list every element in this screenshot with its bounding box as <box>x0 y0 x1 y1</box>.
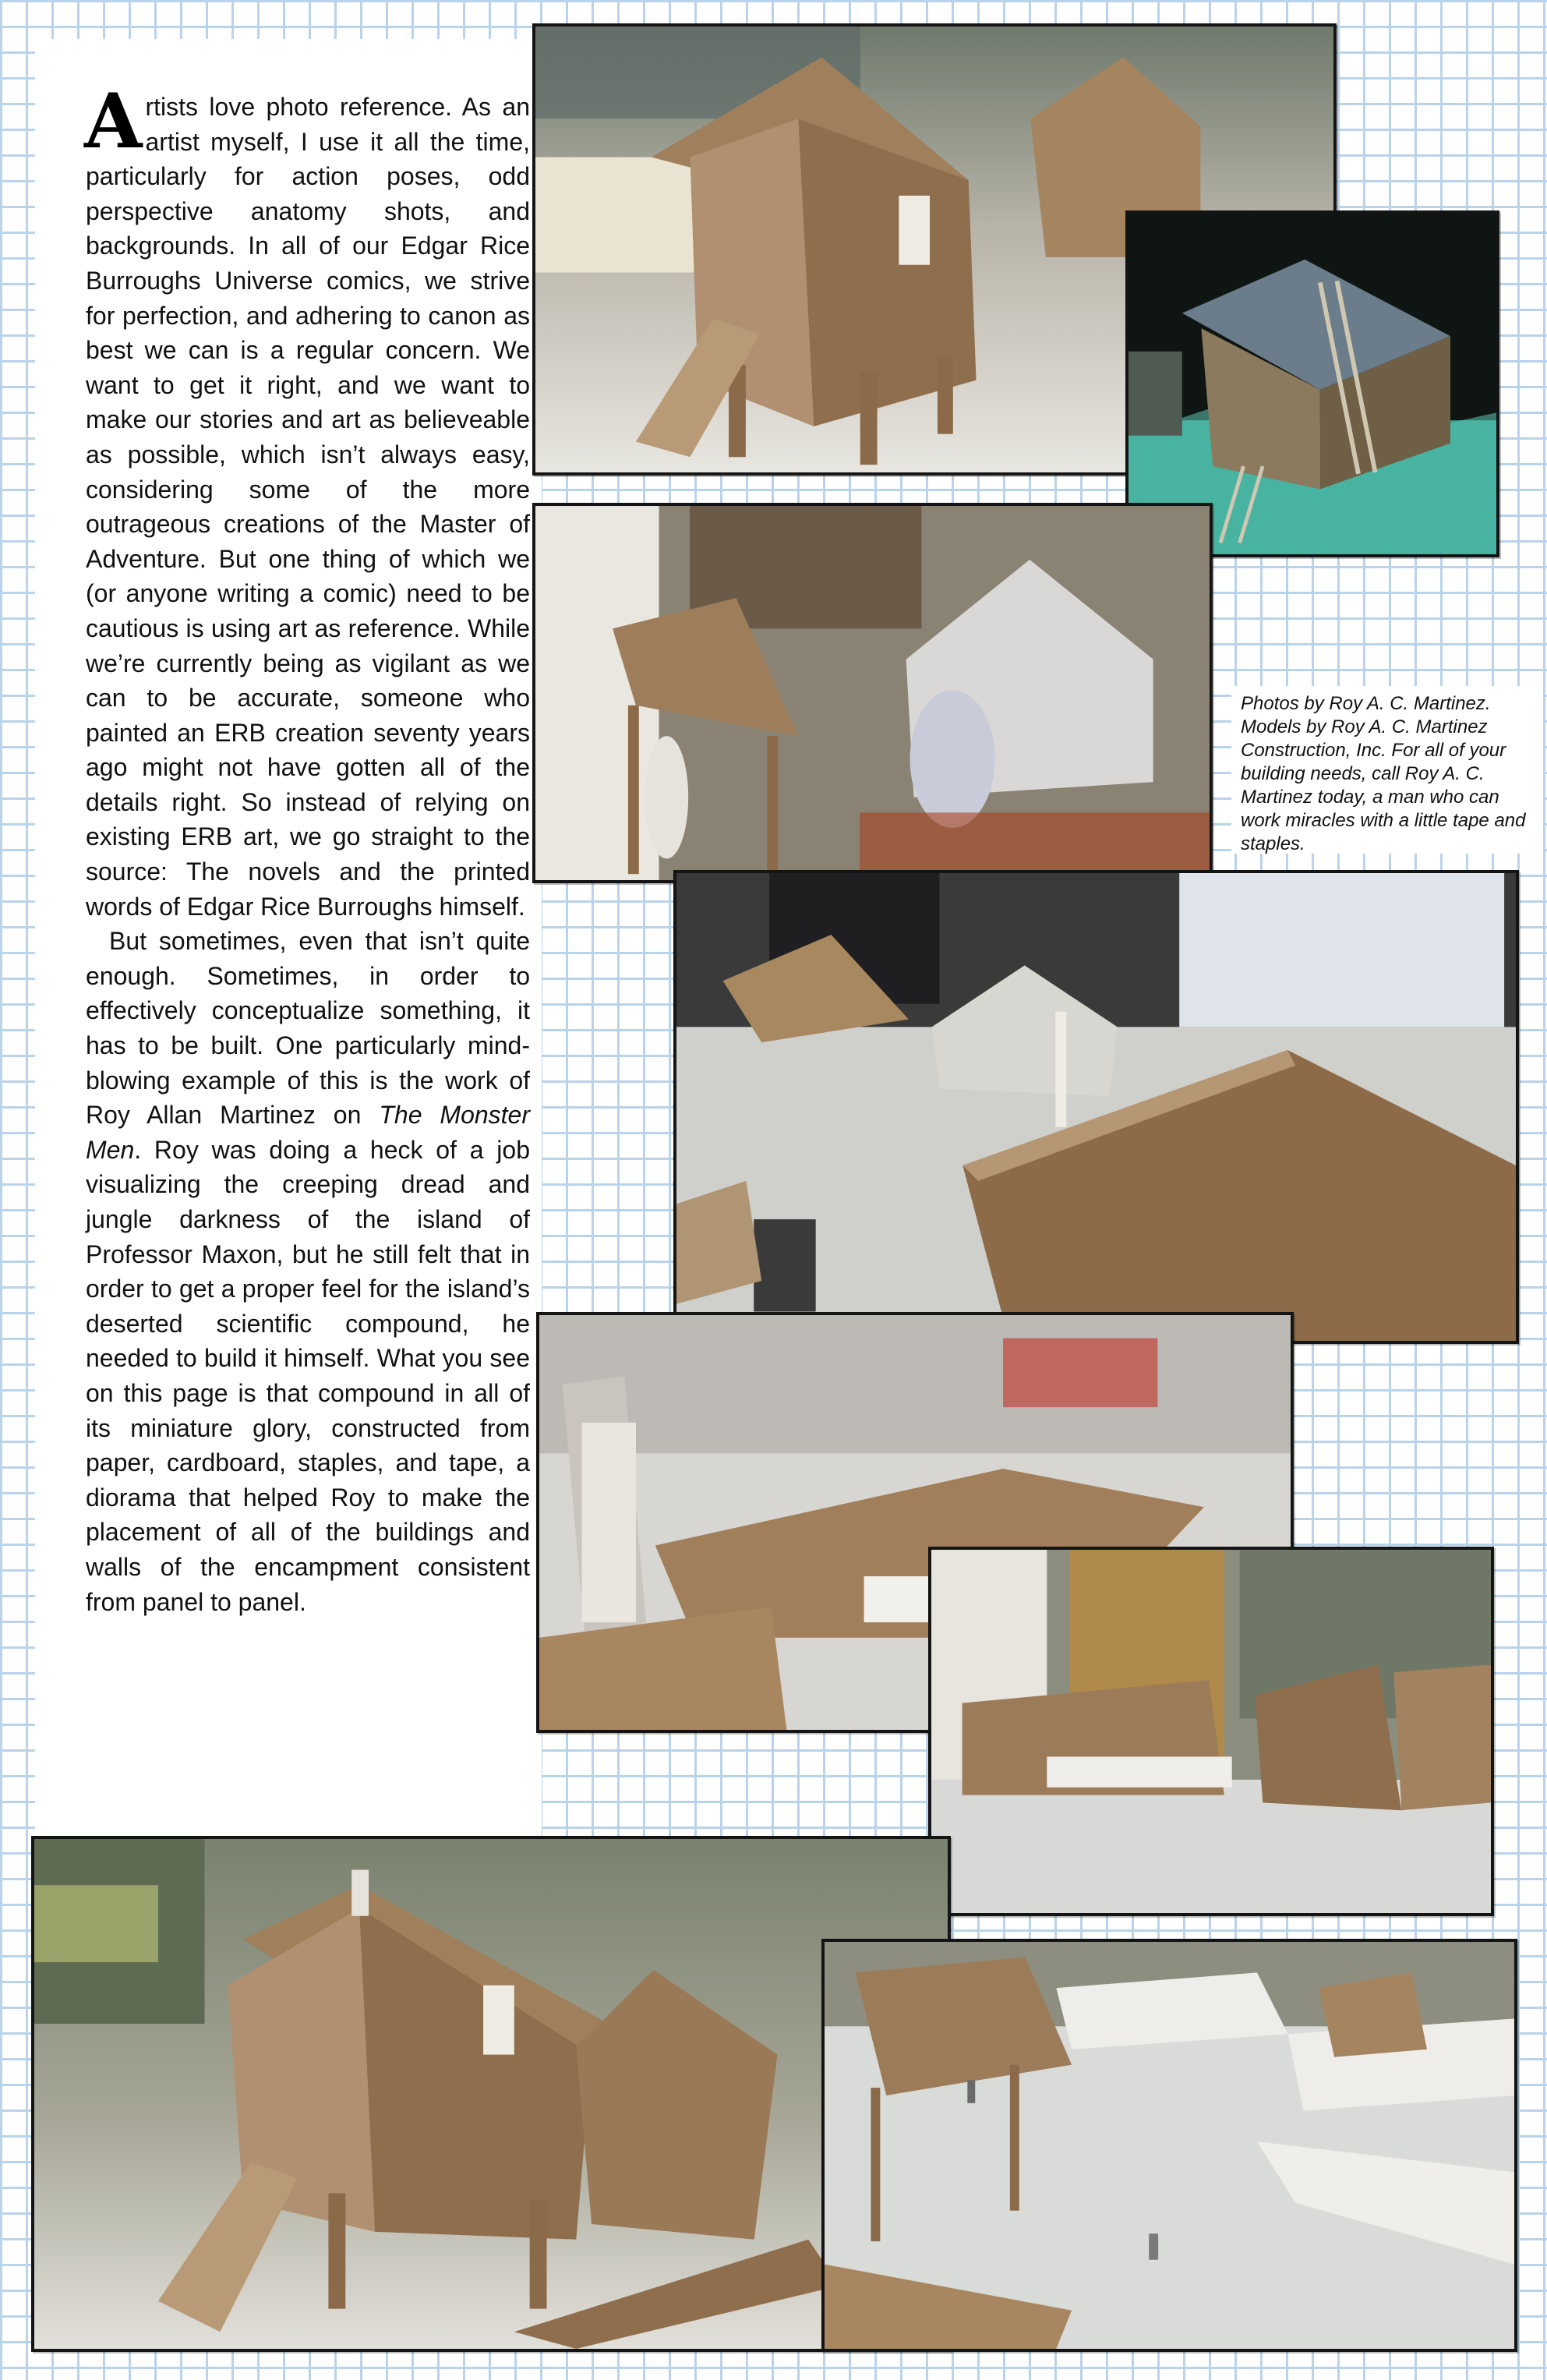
photo-floor-level-view <box>928 1547 1494 1916</box>
drop-cap: A <box>84 77 143 165</box>
article-paragraph-2 <box>86 924 530 1619</box>
paragraph-1-text: rtists love photo reference. As an artist myself, I use it all the time, particularly for action poses, odd perspective anatomy shots, and backgrounds. In all of our Edgar Rice Burroughs Universe comics, we strive for perfection, and adhering to canon as best we can is a regular concern. We want to get it right, and we want to make our stories and art as believeable as possible, which isn’t always easy, considering some of the more outrageous creations of the Master of Adventure. But one thing of which we (or anyone writing a comic) need to be cautious is using art as reference. While we’re currently being as vigilant as we can to be accurate, someone who painted an ERB creation seventy years ago might not have gotten all of the details right. So instead of relying on existing ERB art, we go straight to the source: The novels and the printed words of Edgar Rice Burroughs himself. <box>86 93 530 921</box>
photo-cardboard-hut-2 <box>31 1836 951 2352</box>
photo-compound-overview <box>821 1939 1517 2352</box>
paragraph-2-text-a: But sometimes, even that isn’t quite enough. Sometimes, in order to effectively conceptualize something, it has to be built. One particularly mind-blowing example of this is the work of Roy Allan Martinez on <box>86 927 530 1130</box>
paragraph-2-text-b: . Roy was doing a heck of a job visualizing the creeping dread and jungle darkness of the island of Professor Maxon, but he still felt that in order to get a proper feel for the island’s deserted scientific compound, he needed to build it himself. What you see on this page is that compound in all of its miniature glory, constructed from paper, cardboard, staples, and tape, a diorama that helped Roy to make the placement of all of the buildings and walls of the encampment consistent from panel to panel. <box>86 1135 530 1616</box>
article-body <box>84 77 531 1619</box>
photo-rooftop-view <box>673 870 1519 1344</box>
photo-caption: Photos by Roy A. C. Martinez. Models by Roy A. C. Martinez Construction, Inc. For all of your building needs, call Roy A. C. Martinez today, a man who can work miracles with a little tape and staples. <box>1241 693 1526 854</box>
article-paragraph-1 <box>84 77 530 924</box>
book-title: The Monster Men <box>86 1101 531 1164</box>
photo-caption-box <box>1231 686 1543 854</box>
article-column <box>35 39 542 1840</box>
photo-paper-figure <box>532 503 1213 883</box>
